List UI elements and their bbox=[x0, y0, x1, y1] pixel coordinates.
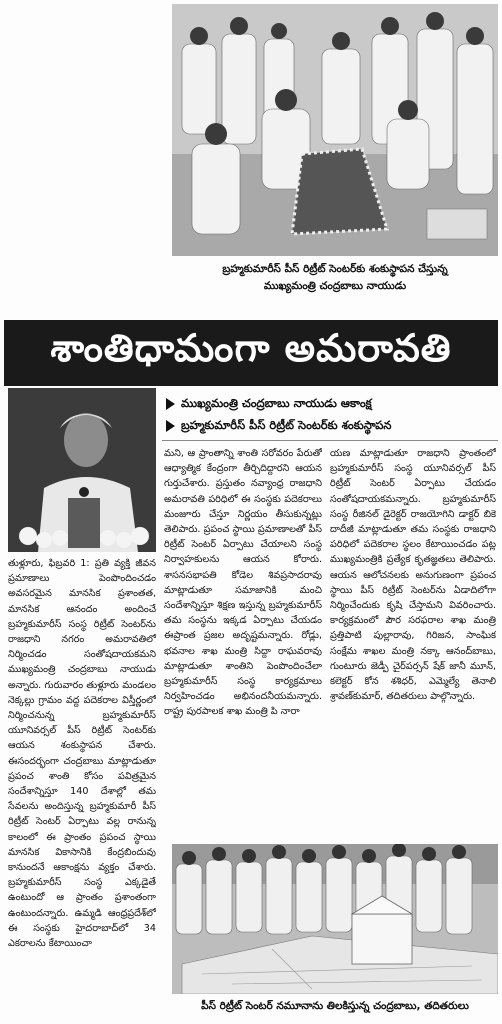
top-caption-line2: ముఖ్యమంత్రి చంద్రబాబు నాయుడు bbox=[263, 280, 407, 292]
subhead-2: బ్రహ్మకుమారీస్ పీస్ రిట్రీట్ సెంటర్‌కు శంకుస్థాపన bbox=[166, 414, 496, 436]
subheads bbox=[166, 392, 496, 436]
bullet-triangle-icon bbox=[166, 420, 175, 432]
article-column-3: యణ మాట్లాడుతూ రాజధాని ప్రాంతంలో బ్రహ్మకుమారీస్ సంస్థ యూనివర్సల్ పీస్ రిట్రీట్ సెంటర్ ఏర్పాటు చేయడం సంతోషదాయకమన్నారు. బ్రహ్మకుమారీస్ సంస్థ రీజినల్ డైరెక్టర్ రాజయోగిని డాక్టర్ బికె దాదీజీ మాట్లాడుతూ తమ సంస్థకు రాజధాని పరిధిలో పదెకరాల స్థలం కేటాయించడం పట్ల ముఖ్యమంత్రికి ప్రత్యేక కృతజ్ఞతలు తెలిపారు. ఆయన ఆలోచనలకు అనుగుణంగా ప్రపంచ స్థాయి పీస్ రిట్రీట్ సెంటర్‌ను ఏడాదిలోగా నిర్మించేందుకు కృషి చేస్తామని వివరించారు. కార్యక్రమంలో పౌర సరఫరాల శాఖ మంత్రి ప్రత్తిపాటి పుల్లారావు, గిరిజన, సాంఘిక సంక్షేమ శాఖల మంత్రి నక్కా ఆనంద్‌బాబు, గుంటూరు జెడ్పీ చైర్‌పర్సన్ షేక్ జానీ మూన్, కలెక్టర్ కోన శశిధర్, ఎమ్మెల్యే తెనాలి శ్రావణ్‌కుమార్, తదితరులు పాల్గొన్నారు. bbox=[330, 448, 496, 703]
top-photo bbox=[172, 4, 498, 256]
top-photo-image bbox=[172, 4, 498, 256]
bottom-photo bbox=[172, 844, 498, 994]
bottom-photo-image bbox=[172, 844, 498, 994]
article-column-2: మని, ఆ ప్రాంతాన్ని శాంతి సరోవరం పేరుతో ఆధ్యాత్మిక కేంద్రంగా తీర్చిదిద్దారని ఆయన గుర్తుచేశారు. ప్రస్తుతం నవ్యాంధ్ర రాజధాని అమరావతి పరిధిలో ఈ సంస్థకు పదెకరాలు మంజూరు చేస్తూ నిర్ణయం తీసుకున్నట్లు తెలిపారు. ప్రపంచ స్థాయి ప్రమాణాలతో పీస్ రిట్రీట్ సెంటర్ ఏర్పాటు చేయాలని సంస్థ నిర్వాహకులను ఆయన కోరారు. శాసనసభాపతి కోడెల శివప్రసాదరావు మాట్లాడుతూ సమాజానికి మంచి సందేశాన్నిస్తూ శిక్షణ ఇస్తున్న బ్రహ్మకుమారీస్ తమ సంస్థను ఇక్కడ ఏర్పాటు చేయడం ఈప్రాంత ప్రజల అదృష్టమన్నారు. రోడ్లు, భవనాల శాఖ మంత్రి సిద్దా రాఘవరావు మాట్లాడుతూ శాంతిని పెంపొందించేలా బ్రహ్మకుమారీస్ సంస్థ కార్యక్రమాలు నిర్వహించడం అభినందనీయమన్నారు. రాష్ట్ర పురపాలక శాఖ మంత్రి పి నారా bbox=[164, 448, 322, 718]
bullet-triangle-icon bbox=[166, 398, 175, 410]
top-photo-caption bbox=[172, 261, 498, 295]
article-column-1: తుళ్లూరు, ఫిబ్రవరి 1: ప్రతి వ్యక్తి జీవన ప్రమాణాలు పెంపొందించడం అవసరమైన మానసిక ప్రశాంతత, మానసిక ఆనందం అందించే బ్రహ్మకుమారీస్ సంస్థ రిట్రీట్ సెంటర్‌ను రాజధాని నగరం అమరావతిలో నిర్మించడం సంతోషదాయకమని ముఖ్యమంత్రి చంద్రబాబు నాయుడు అన్నారు. గురువారం తుళ్లూరు మండలం నెక్కల్లు గ్రామం వద్ద పదెకరాల విస్తీర్ణంలో నిర్మించనున్న బ్రహ్మకుమారీస్ యూనివర్సల్ పీస్ రిట్రీట్ సెంటర్‌కు ఆయన శంకుస్థాపన చేశారు. ఈసందర్భంగా చంద్రబాబు మాట్లాడుతూ ప్రపంచ శాంతి కోసం పవిత్రమైన సందేశాన్నిస్తూ 140 దేశాల్లో తమ సేవలను అందిస్తున్న బ్రహ్మకుమారీ పీస్ రిట్రీట్ సెంటర్ ఏర్పాటు వల్ల రానున్న కాలంలో ఈ ప్రాంతం ప్రపంచ స్థాయి మానసిక వికాసానికి కేంద్రబిందువు కానుందనే ఆకాంక్షను వ్యక్తం చేశారు. బ్రహ్మకుమారీస్ సంస్థ ఎక్కడైతే ఉంటుందో ఆ ప్రాంతం ప్రశాంతంగా ఉంటుందన్నారు. ఉమ్మడి ఆంధ్రప్రదేశ్‌లో ఈ సంస్థకు హైదరాబాద్‌లో 34 ఎకరాలను కేటాయించా bbox=[8, 558, 156, 950]
portrait-photo bbox=[8, 388, 156, 552]
top-caption-line1: బ్రహ్మకుమారీస్ పీస్ రిట్రీట్ సెంటర్‌కు శంకుస్థాపన చేస్తున్న bbox=[222, 263, 448, 275]
headline-band bbox=[4, 320, 498, 386]
bottom-photo-caption: పీస్ రిట్రీట్ సెంటర్ నమూనాను తిలకిస్తున్న చంద్రబాబు, తదితరులు bbox=[201, 1000, 469, 1012]
portrait-image bbox=[8, 388, 156, 552]
subhead-divider bbox=[162, 440, 498, 441]
subhead-1: ముఖ్యమంత్రి చంద్రబాబు నాయుడు ఆకాంక్ష bbox=[166, 392, 496, 414]
headline: శాంతిధామంగా అమరావతి bbox=[50, 326, 452, 370]
